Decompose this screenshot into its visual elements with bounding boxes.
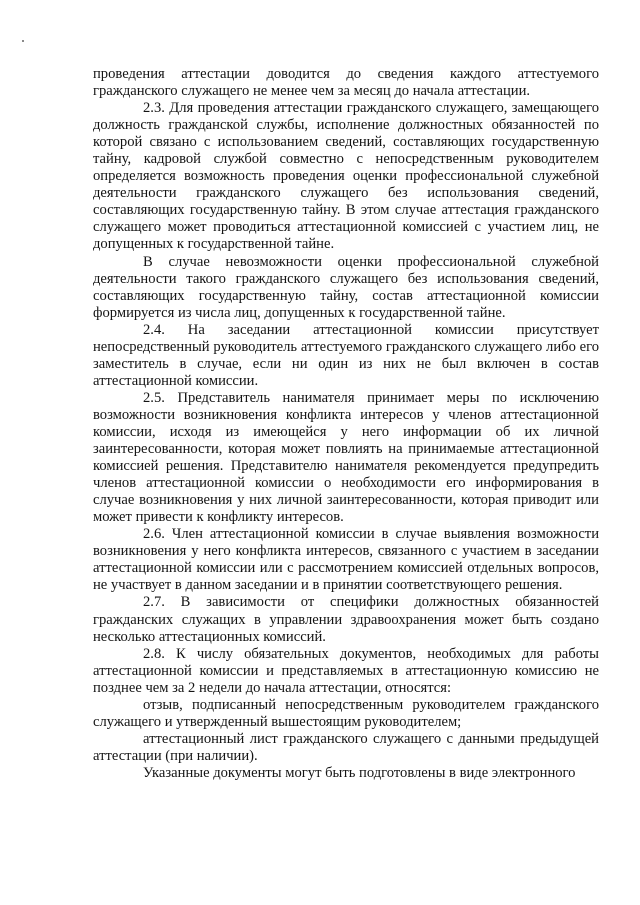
list-item-attestation-sheet: аттестационный лист гражданского служащего с данными предыдущей аттестации (при наличии). [93, 730, 599, 764]
paragraph-2-7: 2.7. В зависимости от специфики должностных обязанностей гражданских служащих в управлении здравоохранения может быть создано несколько аттестационных комиссий. [93, 594, 599, 645]
paragraph-2-8: 2.8. К числу обязательных документов, необходимых для работы аттестационной комиссии и представляемых в аттестационную комиссию не позднее чем за 2 недели до начала аттестации, относятся: [93, 645, 599, 696]
paragraph-2-4: 2.4. На заседании аттестационной комиссии присутствует непосредственный руководитель аттестуемого гражданского служащего либо его заместитель в случае, если ни один из них не был включен в состав аттестационной комиссии. [93, 321, 599, 389]
paragraph-continuation: проведения аттестации доводится до сведения каждого аттестуемого гражданского служащего не менее чем за месяц до начала аттестации. [93, 66, 599, 100]
scan-speck [22, 40, 24, 42]
paragraph-2-6: 2.6. Член аттестационной комиссии в случае выявления возможности возникновения у него конфликта интересов, связанного с участием в заседании аттестационной комиссии или с рассмотрением комиссией отдельных вопросов, не участвует в данном заседании и в принятии соответствующего решения. [93, 526, 599, 594]
paragraph-2-3-continued: В случае невозможности оценки профессиональной служебной деятельности такого гражданского служащего без использования сведений, составляющих государственную тайну, состав аттестационной комиссии формируется из числа лиц, допущенных к государственной тайне. [93, 253, 599, 321]
list-item-review: отзыв, подписанный непосредственным руководителем гражданского служащего и утвержденный вышестоящим руководителем; [93, 696, 599, 730]
paragraph-2-3: 2.3. Для проведения аттестации гражданского служащего, замещающего должность гражданской службы, исполнение должностных обязанностей по которой связано с использованием сведений, составляющих государственную тайну, кадровой службой совместно с непосредственным руководителем определяется возможность проведения оценки профессиональной служебной деятельности гражданского служащего без использования сведений, составляющих государственную тайну. В этом случае аттестация гражданского служащего может проводиться аттестационной комиссией с участием лиц, не допущенных к государственной тайне. [93, 100, 599, 253]
paragraph-2-5: 2.5. Представитель нанимателя принимает меры по исключению возможности возникновения конфликта интересов у членов аттестационной комиссии, исходя из имеющейся у него информации об их личной заинтересованности, которая может повлиять на принимаемые аттестационной комиссией решения. Представителю нанимателя рекомендуется предупредить членов аттестационной комиссии о необходимости его информирования в случае возникновения у них личной заинтересованности, которая приводит или может привести к конфликту интересов. [93, 389, 599, 526]
document-page [93, 66, 599, 782]
paragraph-documents-format: Указанные документы могут быть подготовлены в виде электронного [143, 764, 576, 781]
